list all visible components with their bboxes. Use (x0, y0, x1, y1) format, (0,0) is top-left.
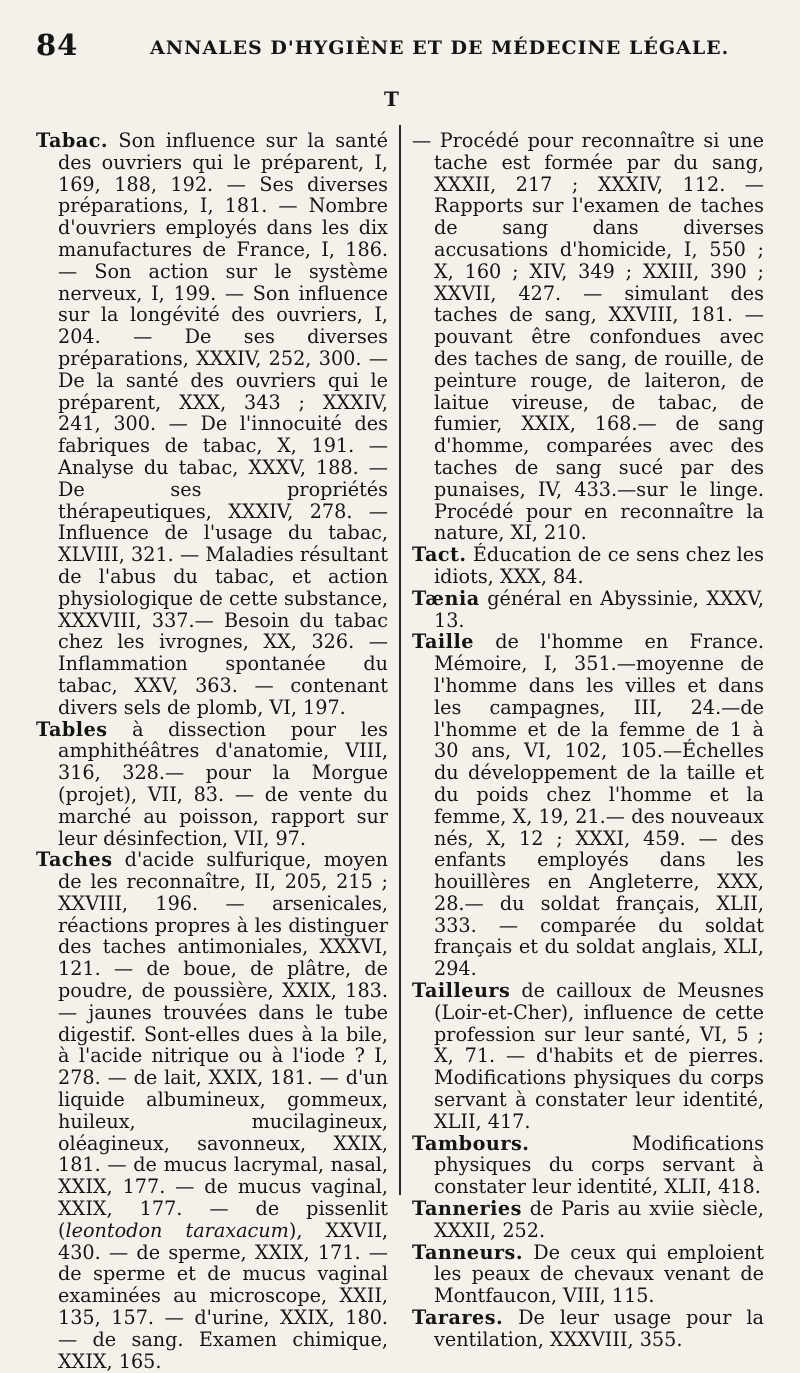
column-divider (399, 125, 401, 1195)
index-entry-tanneries (412, 1198, 764, 1242)
entry-headword: Tanneurs. (412, 1240, 524, 1264)
section-letter: T (384, 87, 399, 111)
entry-headword: Tables (36, 717, 108, 741)
entry-headword: Tænia (412, 586, 480, 610)
index-entry-tables (36, 719, 388, 850)
entry-headword: Tambours. (412, 1131, 530, 1155)
entry-text: d'acide sulfurique, moyen de les reconnaître, II, 205, 215 ; XXVIII, 196. — arsenicales, réactions propres à les distinguer des taches antimoniales, XXXVI, 121. — de boue, de plâtre, de poudre, de poussière, XXIX, 183. — jaunes trouvées dans le tube digestif. Sont-elles dues à la bile, à l'acide nitrique ou à l'iode ? I, 278. — de lait, XXIX, 181. — d'un liquide albumineux, gommeux, huileux, mucilagineux, oléagineux, savonneux, XXIX, 181. — de mucus lacrymal, nasal, XXIX, 177. — de mucus vaginal, XXIX, 177. — de pissenlit ( (58, 848, 388, 1242)
index-entry-tact (412, 544, 764, 588)
entry-text: Modifications physiques du corps servant à constater leur identité, XLII, 418. (434, 1131, 764, 1199)
index-entry-tambours (412, 1133, 764, 1198)
entry-headword: Tarares. (412, 1306, 504, 1330)
entry-headword: Tailleurs (412, 979, 511, 1003)
entry-text: Éducation de ce sens chez les idiots, XXX, 84. (434, 543, 764, 588)
index-entry-taille (412, 631, 764, 980)
entry-text: De leur usage pour la ventilation, XXXVIII, 355. (434, 1306, 764, 1351)
entry-text: à dissection pour les amphithéâtres d'anatomie, VIII, 316, 328.— pour la Morgue (projet), VII, 83. — de vente du marché au poisson, rapport sur leur désinfection, VII, 97. (58, 717, 388, 850)
index-entry-taches-continued (412, 130, 764, 544)
entry-text: — Procédé pour reconnaître si une tache est formée par du sang, XXXII, 217 ; XXXIV, 112. — Rapports sur l'examen de taches de sang dans diverses accusations d'homicide, I, 550 ; X, 160 ; XIV, 349 ; XXIII, 390 ; XXVII, 427. — simulant des taches de sang, XXVIII, 181. — pouvant être confondues avec des taches de sang, de rouille, de peinture rouge, de laiteron, de laitue vireuse, de tabac, de fumier, XXIX, 168.— de sang d'homme, comparées avec des taches de sang sucé par des punaises, IV, 433.—sur le linge. Procédé pour en reconnaître la nature, XI, 210. (412, 129, 764, 545)
entry-text: De ceux qui emploient les peaux de chevaux venant de Montfaucon, VIII, 115. (434, 1240, 764, 1308)
entry-text: de Paris au xviie siècle, XXXII, 252. (434, 1197, 764, 1242)
entry-headword: Taches (36, 848, 113, 872)
index-entry-taches (36, 849, 388, 1372)
index-entry-tabac (36, 130, 388, 719)
index-entry-tanneurs (412, 1242, 764, 1307)
running-title: ANNALES D'HYGIÈNE ET DE MÉDECINE LÉGALE. (150, 37, 730, 59)
right-column (412, 130, 764, 1351)
entry-headword: Taille (412, 630, 474, 654)
entry-headword: Tact. (412, 543, 467, 567)
index-entry-tarares (412, 1307, 764, 1351)
entry-text: général en Abyssinie, XXXV, 13. (434, 586, 764, 632)
entry-headword: Tabac. (36, 129, 109, 152)
entry-headword: Tanneries (412, 1197, 522, 1221)
entry-text: de cailloux de Meusnes (Loir-et-Cher), influence de cette profession sur leur santé, VI, 5 ; X, 71. — d'habits et de pierres. Modifications physiques du corps servant à constater leur identité, XLII, 417. (434, 979, 764, 1133)
page-number: 84 (36, 28, 79, 62)
entry-text: de l'homme en France. Mémoire, I, 351.—moyenne de l'homme dans les villes et dans les campagnes, III, 24.—de l'homme et de la femme de 1 à 30 ans, VI, 102, 105.—Échelles du développement de la taille et du poids chez l'homme et la femme, X, 19, 21.— des nouveaux nés, X, 12 ; XXXI, 459. — des enfants employés dans les houillères en Angleterre, XXX, 28.— du soldat français, XLII, 333. — comparée du soldat français et du soldat anglais, XLI, 294. (434, 630, 764, 981)
index-entry-tailleurs (412, 980, 764, 1133)
left-column (36, 130, 388, 1372)
index-entry-taenia (412, 588, 764, 632)
entry-italic-text: leontodon taraxacum (65, 1218, 289, 1242)
entry-text: Son influence sur la santé des ouvriers qui le préparent, I, 169, 188, 192. — Ses diverses préparations, I, 181. — Nombre d'ouvriers employés dans les dix manufactures de France, I, 186. — Son action sur le système nerveux, I, 199. — Son influence sur la longévité des ouvriers, I, 204. — De ses diverses préparations, XXXIV, 252, 300. — De la santé des ouvriers qui le préparent, XXX, 343 ; XXXIV, 241, 300. — De l'innocuité des fabriques de tabac, X, 191. — Analyse du tabac, XXXV, 188. — De ses propriétés thérapeutiques, XXXIV, 278. — Influence de l'usage du tabac, XLVIII, 321. — Maladies résultant de l'abus du tabac, et action physiologique de cette substance, XXXVIII, 337.— Besoin du tabac chez les ivrognes, XX, 326. — Inflammation spontanée du tabac, XXV, 363. — contenant divers sels de plomb, VI, 197. (58, 129, 388, 719)
entry-text-continued: ), XXVII, 430. — de sperme, XXIX, 171. — de sperme et de mucus vaginal examinées au microscope, XXII, 135, 157. — d'urine, XXIX, 180. — de sang. Examen chimique, XXIX, 165. (58, 1218, 388, 1373)
